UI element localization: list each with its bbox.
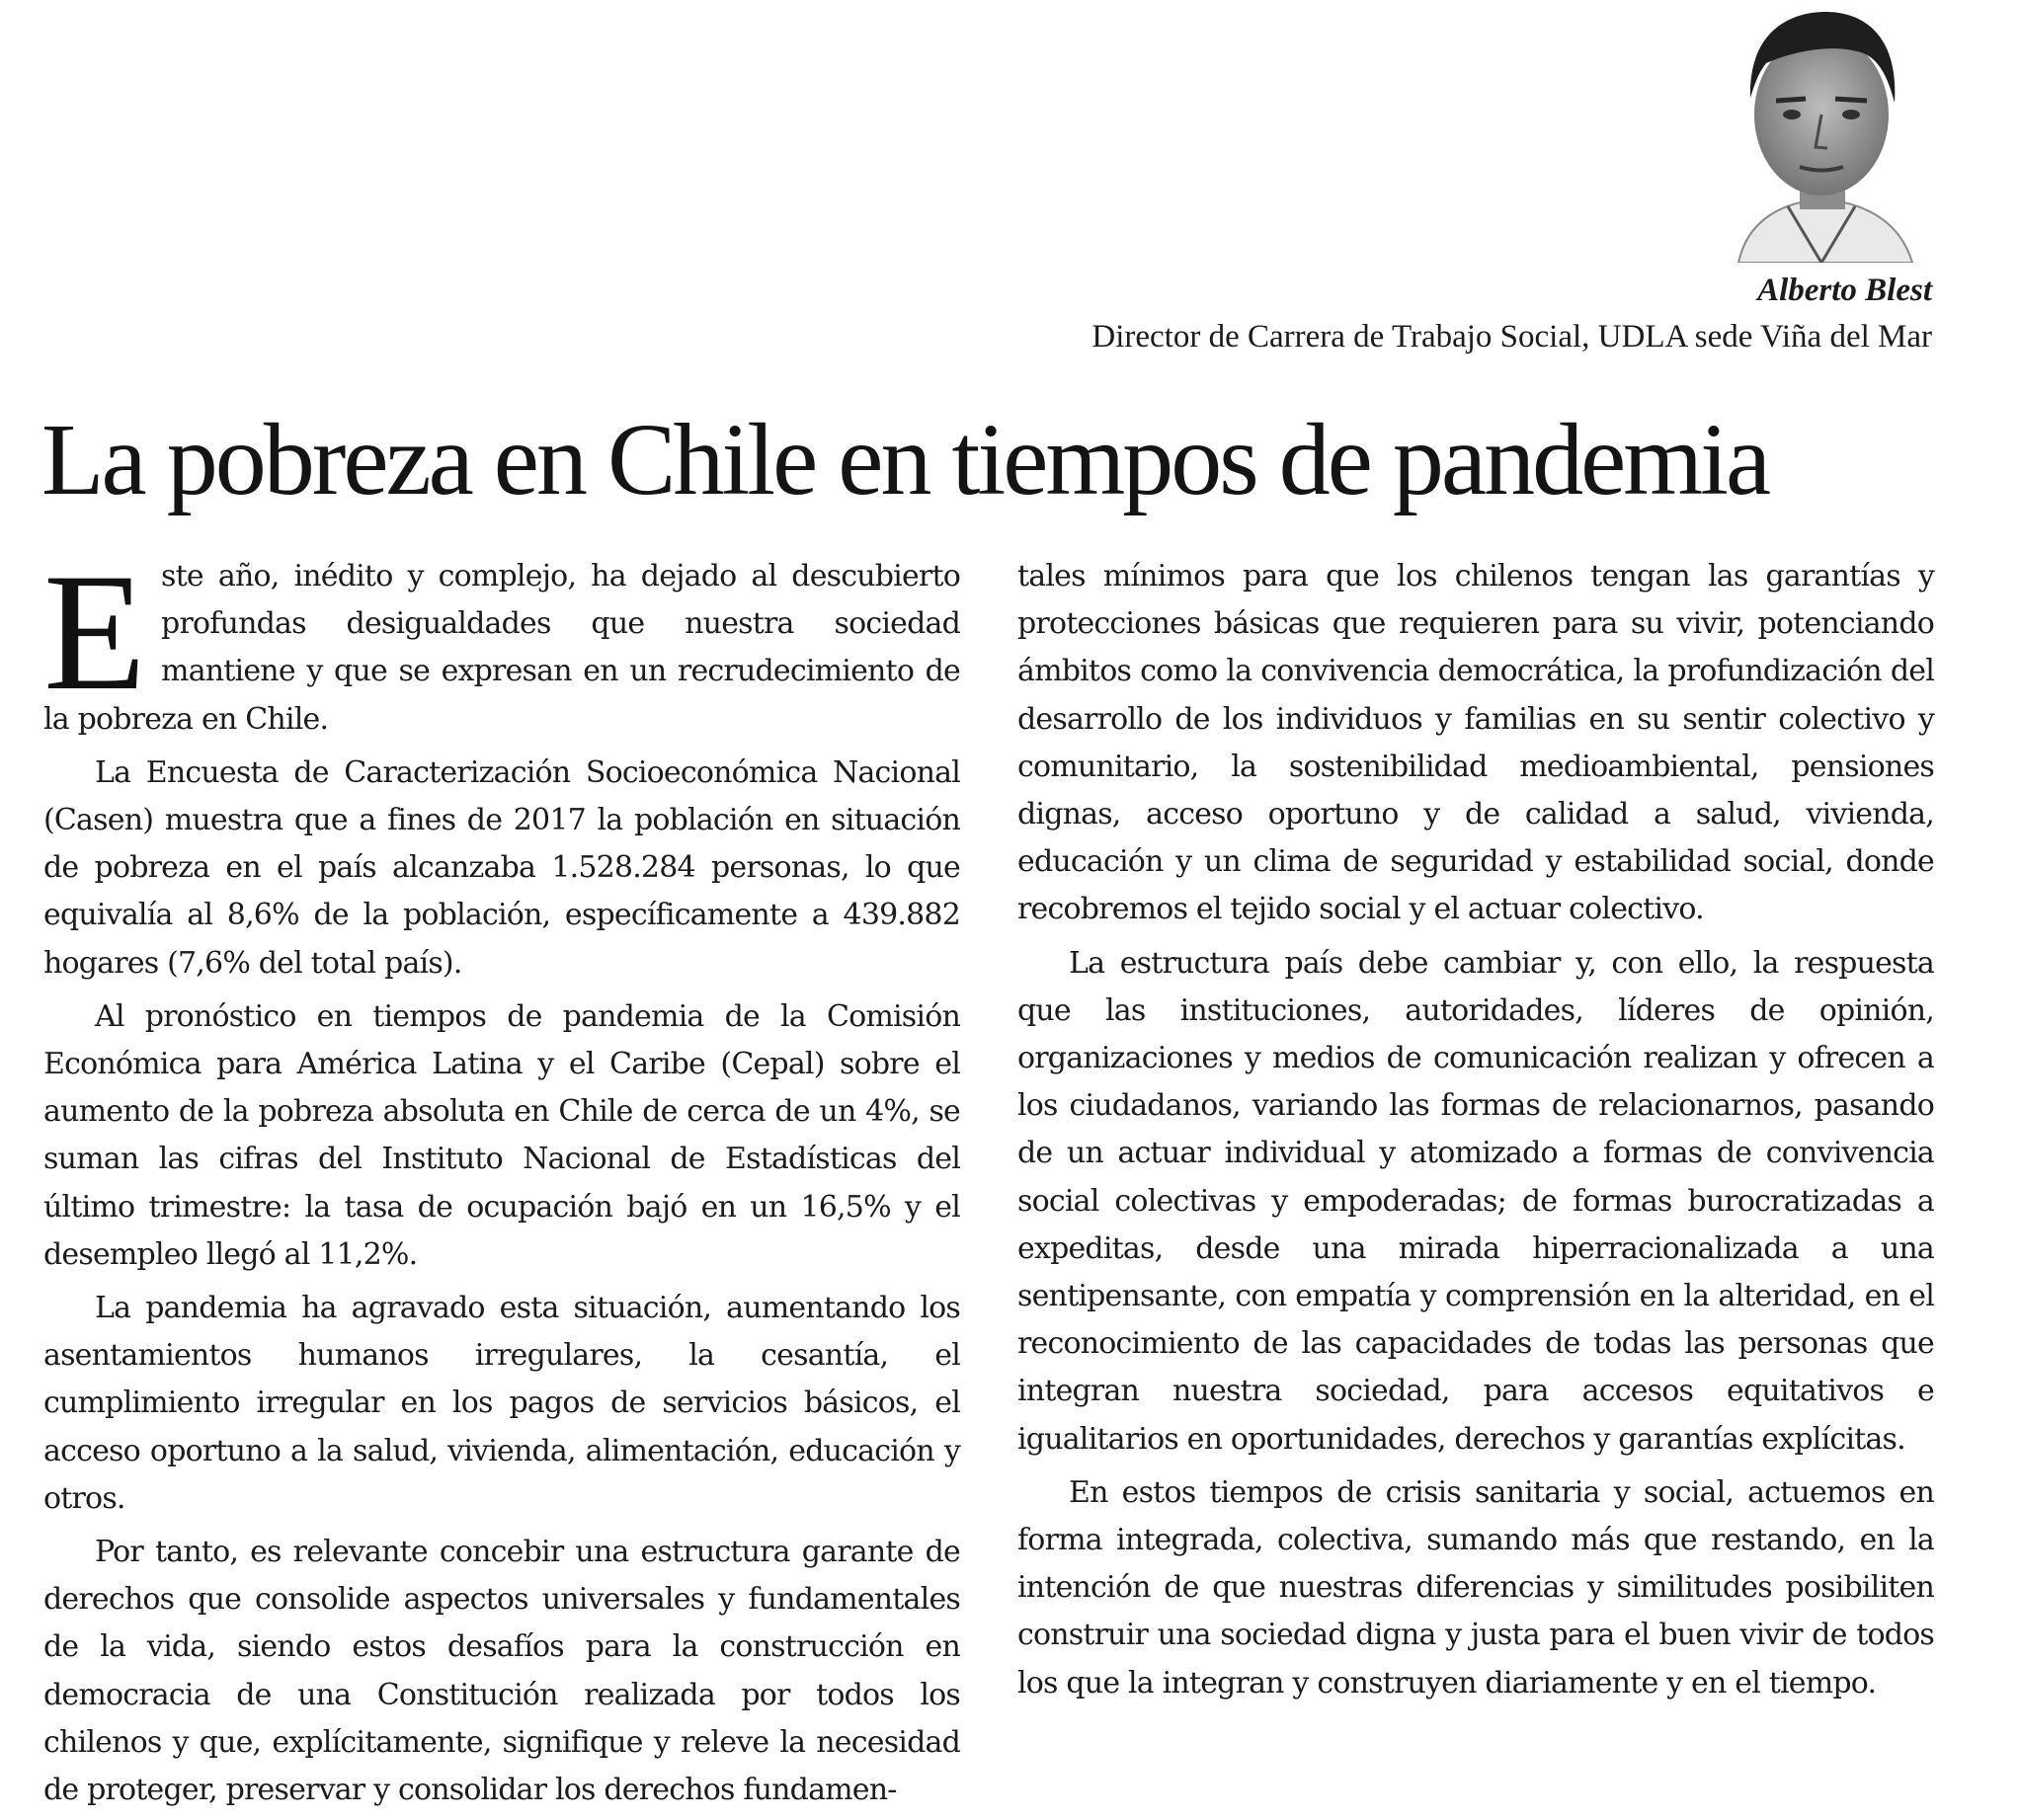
- lead-text: ste año, inédito y complejo, ha dejado al descubierto profundas desigualdades que nuestra sociedad mantiene y que se expresan en un recrudecimiento de la pobreza en Chile.: [43, 559, 960, 737]
- author-name: Alberto Blest: [1757, 273, 1932, 308]
- article-column-right: [1017, 553, 1934, 1713]
- article-paragraph: La estructura país debe cambiar y, con ello, la respuesta que las instituciones, autoridades, líderes de opinión, organizaciones y medios de comunicación realizan y ofrecen a los ciudadanos, variando las formas de relacionarnos, pasando de un actuar individual y atomizado a formas de convivencia social colectivas y empoderadas; de formas burocratizadas a expeditas, desde una mirada hiperracionalizada a una sentipensante, con empatía y comprensión en la alteridad, en el reconocimiento de las capacidades de todas las personas que integran nuestra sociedad, para accesos equitativos e igualitarios en oportunidades, derechos y garantías explícitas.: [1017, 945, 1934, 1457]
- article-title: La pobreza en Chile en tiempos de pandemia: [41, 403, 1769, 516]
- article-paragraph: La Encuesta de Caracterización Socioeconómica Nacional (Casen) muestra que a fines de 2017 la población en situación de pobreza en el país alcanzaba 1.528.284 personas, lo que equivalía al 8,6% de la población, específicamente a 439.882 hogares (7,6% del total país).: [43, 754, 960, 981]
- article-paragraph-lead: [43, 539, 960, 744]
- article-paragraph-continued: tales mínimos para que los chilenos tengan las garantías y protecciones básicas que requieren para su vivir, potenciando ámbitos como la convivencia democrática, la profundización del desarrollo de los individuos y familias en su sentir colectivo y comunitario, la sostenibilidad medioambiental, pensiones dignas, acceso oportuno y de calidad a salud, vivienda, educación y un clima de seguridad y estabilidad social, donde recobremos el tejido social y el actuar colectivo.: [1017, 559, 1934, 927]
- article-paragraph: Al pronóstico en tiempos de pandemia de la Comisión Económica para América Latina y el Caribe (Cepal) sobre el aumento de la pobreza absoluta en Chile de cerca de un 4%, se suman las cifras del Instituto Nacional de Estadísticas del último trimestre: la tasa de ocupación bajó en un 16,5% y el desempleo llegó al 11,2%.: [43, 998, 960, 1272]
- article-paragraph: Por tanto, es relevante concebir una estructura garante de derechos que consolide aspectos universales y fundamentales de la vida, siendo estos desafíos para la construcción en democracia de una Constitución realizada por todos los chilenos y que, explícitamente, signifique y releve la necesidad de proteger, preservar y consolidar los derechos fundamen-: [43, 1535, 960, 1808]
- article-column-left: [43, 539, 960, 1820]
- author-role: Director de Carrera de Trabajo Social, UDLA sede Viña del Mar: [1091, 319, 1932, 355]
- drop-cap: E: [43, 539, 146, 725]
- author-photo: [1719, 4, 1924, 263]
- article-paragraph: En estos tiempos de crisis sanitaria y social, actuemos en forma integrada, colectiva, sumando más que restando, en la intención de que nuestras diferencias y similitudes posibiliten construir una sociedad digna y justa para el buen vivir de todos los que la integran y construyen diariamente y en el tiempo.: [1017, 1474, 1934, 1701]
- article-paragraph: La pandemia ha agravado esta situación, aumentando los asentamientos humanos irregulares, la cesantía, el cumplimiento irregular en los pagos de servicios básicos, el acceso oportuno a la salud, vivienda, alimentación, educación y otros.: [43, 1291, 960, 1516]
